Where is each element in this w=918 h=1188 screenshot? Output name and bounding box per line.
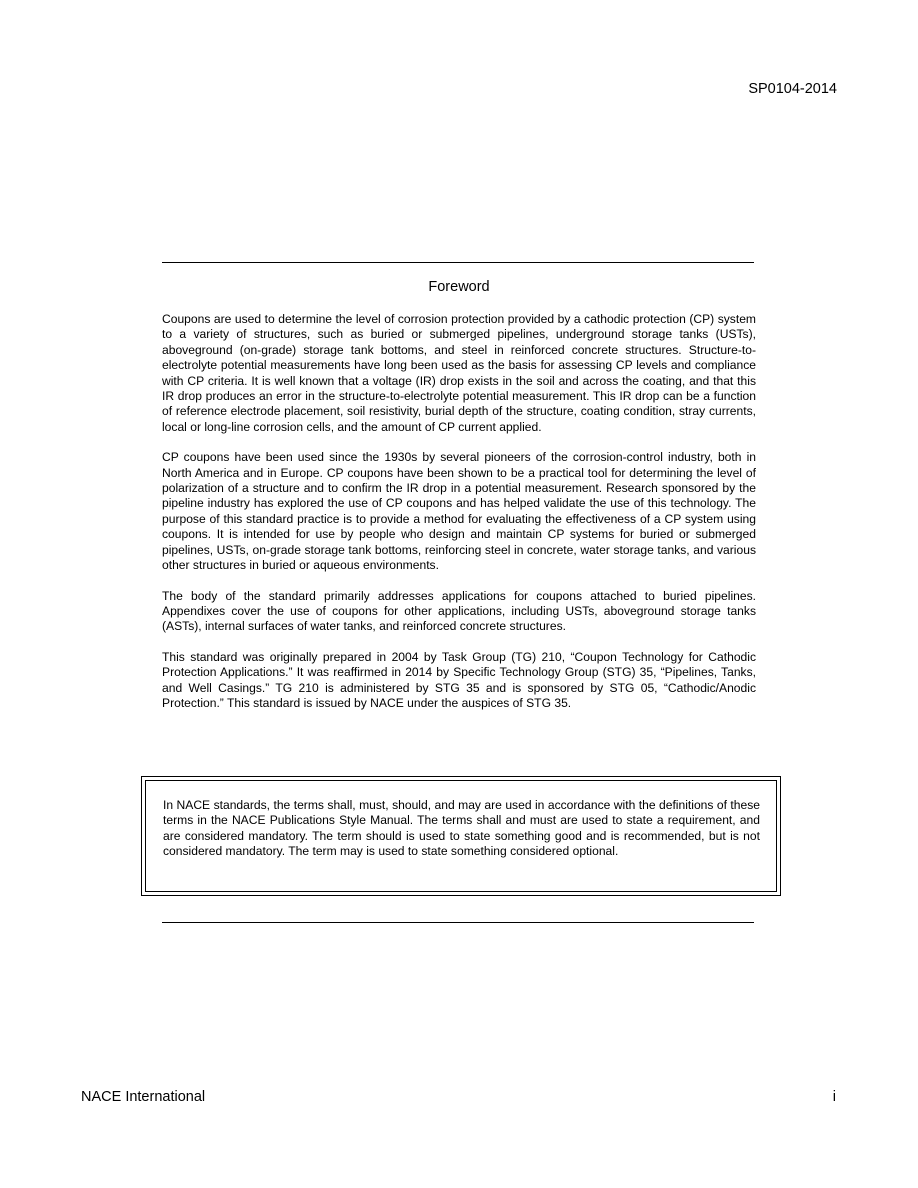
terminology-notice-text: In NACE standards, the terms shall, must, should, and may are used in accordance with the definitions of these terms in the NACE Publications Style Manual. The terms shall and must are used to state a requirement, and are considered mandatory. The term should is used to state something good and is recommended, but is not considered mandatory. The term may is used to state something considered optional. — [163, 798, 760, 859]
section-heading: Foreword — [428, 279, 490, 295]
foreword-body — [162, 312, 756, 726]
foreword-paragraph-3: The body of the standard primarily addresses applications for coupons attached to buried pipelines. Appendixes cover the use of coupons for other applications, including USTs, aboveground storage tanks (ASTs), internal surfaces of water tanks, and reinforced concrete structures. — [162, 588, 756, 634]
document-id: SP0104-2014 — [748, 81, 837, 97]
foreword-paragraph-4: This standard was originally prepared in 2004 by Task Group (TG) 210, “Coupon Technology for Cathodic Protection Applications.” It was reaffirmed in 2014 by Specific Technology Group (STG) 35, “Pipelines, Tanks, and Well Casings.” TG 210 is administered by STG 35 and is sponsored by STG 05, “Cathodic/Anodic Protection.” This standard is issued by NACE under the auspices of STG 35. — [162, 649, 756, 710]
terminology-notice-inner — [145, 780, 777, 892]
bottom-divider — [162, 922, 754, 923]
footer-organization: NACE International — [81, 1089, 206, 1105]
top-divider — [162, 262, 754, 263]
footer-page-number: i — [832, 1089, 836, 1105]
foreword-paragraph-1: Coupons are used to determine the level of corrosion protection provided by a cathodic protection (CP) system to a variety of structures, such as buried or submerged pipelines, underground storage tanks (USTs), aboveground (on-grade) storage tank bottoms, and steel in reinforced concrete structures. Structure-to-electrolyte potential measurements have long been used as the basis for assessing CP levels and compliance with CP criteria. It is well known that a voltage (IR) drop exists in the soil and across the coating, and that this IR drop produces an error in the structure-to-electrolyte potential measurement. This IR drop can be a function of reference electrode placement, soil resistivity, burial depth of the structure, coating condition, stray currents, local or long-line corrosion cells, and the amount of CP current applied. — [162, 312, 756, 434]
foreword-paragraph-2: CP coupons have been used since the 1930s by several pioneers of the corrosion-control industry, both in North America and in Europe. CP coupons have been shown to be a practical tool for determining the level of polarization of a structure and to confirm the IR drop in a potential measurement. Research sponsored by the pipeline industry has explored the use of CP coupons and has helped validate the use of this technology. The purpose of this standard practice is to provide a method for evaluating the effectiveness of a CP system using coupons. It is intended for use by people who design and maintain CP systems for buried or submerged pipelines, USTs, on-grade storage tank bottoms, reinforcing steel in concrete, water storage tanks, and various other structures in buried or aqueous environments. — [162, 450, 756, 573]
terminology-notice-box — [141, 776, 781, 896]
